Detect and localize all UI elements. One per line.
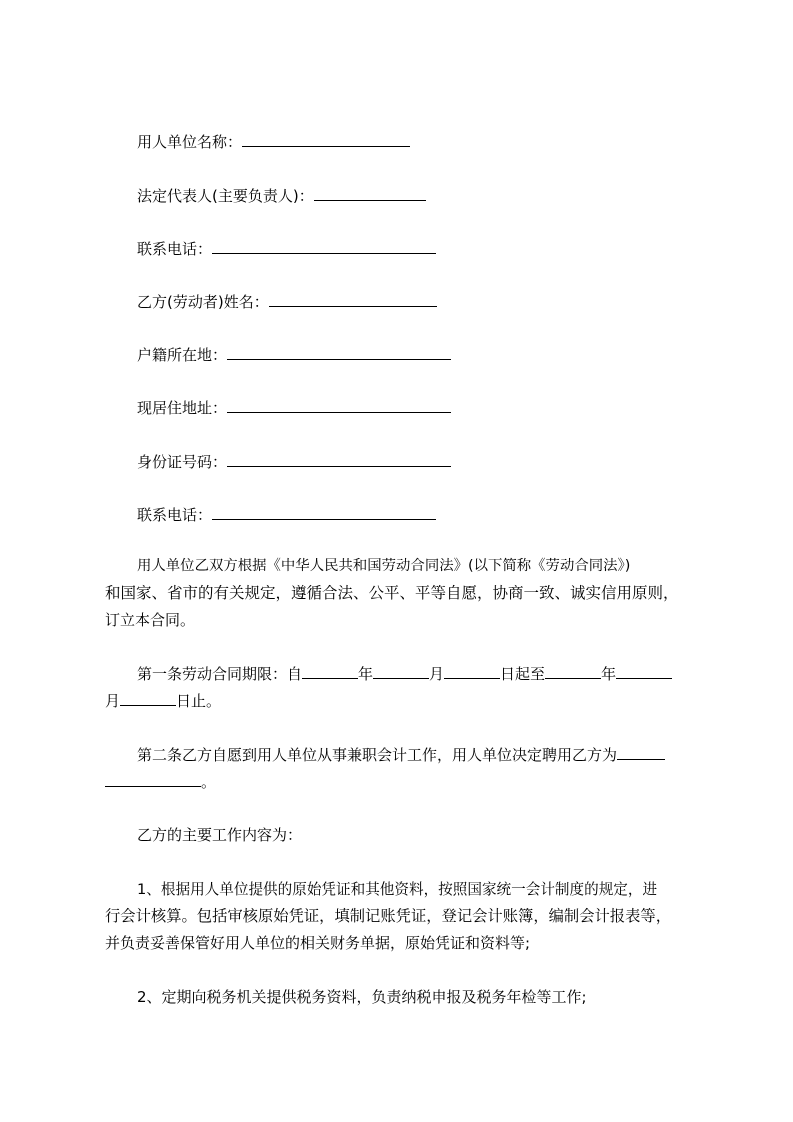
article-2-end: 。: [201, 773, 217, 791]
end-year-blank[interactable]: [545, 664, 601, 679]
start-year-blank[interactable]: [302, 664, 358, 679]
employer-name-blank[interactable]: [242, 132, 410, 147]
start-month-blank[interactable]: [373, 664, 429, 679]
employer-phone-field: [137, 239, 436, 259]
party-b-name-blank[interactable]: [269, 292, 437, 307]
day-from-label: 日起至: [500, 665, 546, 683]
address-blank[interactable]: [227, 398, 451, 413]
duty-1: [105, 876, 705, 957]
article-2-text: 第二条乙方自愿到用人单位从事兼职会计工作，用人单位决定聘用乙方为: [137, 746, 618, 764]
intro-line-3: 订立本合同。: [105, 611, 196, 629]
article-1-prefix: 第一条劳动合同期限：自: [137, 665, 303, 683]
party-b-name-field: [137, 292, 437, 312]
party-b-phone-field: [137, 505, 436, 525]
article-1: [105, 661, 705, 715]
end-month-blank-1[interactable]: [616, 664, 672, 679]
article-1-line-1: [105, 661, 705, 688]
position-blank-1[interactable]: [617, 745, 665, 760]
duties-title: 乙方的主要工作内容为：: [137, 826, 303, 844]
year-label: 年: [358, 665, 374, 683]
party-b-phone-blank[interactable]: [212, 505, 436, 520]
address-field: [137, 398, 451, 418]
article-1-line-2: [105, 688, 705, 715]
legal-rep-label: 法定代表人(主要负责人)：: [137, 187, 314, 205]
party-b-phone-label: 联系电话：: [137, 506, 213, 524]
article-2-line-2: [105, 769, 705, 796]
article-2-line-1: [105, 742, 705, 769]
employer-name-field: [137, 132, 410, 152]
article-2: [105, 742, 705, 796]
id-number-field: [137, 452, 451, 472]
duty-1-line-3: 并负责妥善保管好用人单位的相关财务单据，原始凭证和资料等;: [105, 934, 531, 952]
legal-rep-field: [137, 186, 426, 206]
legal-rep-blank[interactable]: [314, 186, 426, 201]
employer-phone-blank[interactable]: [212, 239, 436, 254]
duty-2: 2、定期向税务机关提供税务资料，负责纳税申报及税务年检等工作;: [137, 988, 587, 1006]
hukou-blank[interactable]: [227, 345, 451, 360]
employer-phone-label: 联系电话：: [137, 240, 213, 258]
month-label: 月: [429, 665, 445, 683]
intro-paragraph: [105, 553, 705, 634]
duties-title-block: [105, 822, 705, 849]
end-day-blank[interactable]: [120, 691, 176, 706]
intro-line-2: 和国家、省市的有关规定，遵循合法、公平、平等自愿，协商一致、诚实信用原则，: [105, 584, 679, 602]
hukou-label: 户籍所在地：: [137, 346, 228, 364]
hukou-field: [137, 345, 451, 365]
id-number-blank[interactable]: [227, 452, 451, 467]
id-number-label: 身份证号码：: [137, 453, 228, 471]
duty-1-line-1: 1、根据用人单位提供的原始凭证和其他资料，按照国家统一会计制度的规定，进: [137, 881, 658, 898]
start-day-blank[interactable]: [444, 664, 500, 679]
intro-line-1: 用人单位乙双方根据《中华人民共和国劳动合同法》(以下简称《劳动合同法》): [137, 558, 631, 574]
duty-2-block: [105, 984, 705, 1011]
employer-name-label: 用人单位名称：: [137, 133, 243, 151]
year2-label: 年: [601, 665, 617, 683]
month2-label: 月: [105, 692, 121, 710]
position-blank-2[interactable]: [105, 772, 201, 787]
day-to-label: 日止。: [176, 692, 222, 710]
address-label: 现居住地址：: [137, 399, 228, 417]
party-b-name-label: 乙方(劳动者)姓名：: [137, 293, 269, 311]
duty-1-line-2: 行会计核算。包括审核原始凭证，填制记账凭证，登记会计账簿，编制会计报表等，: [105, 907, 671, 925]
